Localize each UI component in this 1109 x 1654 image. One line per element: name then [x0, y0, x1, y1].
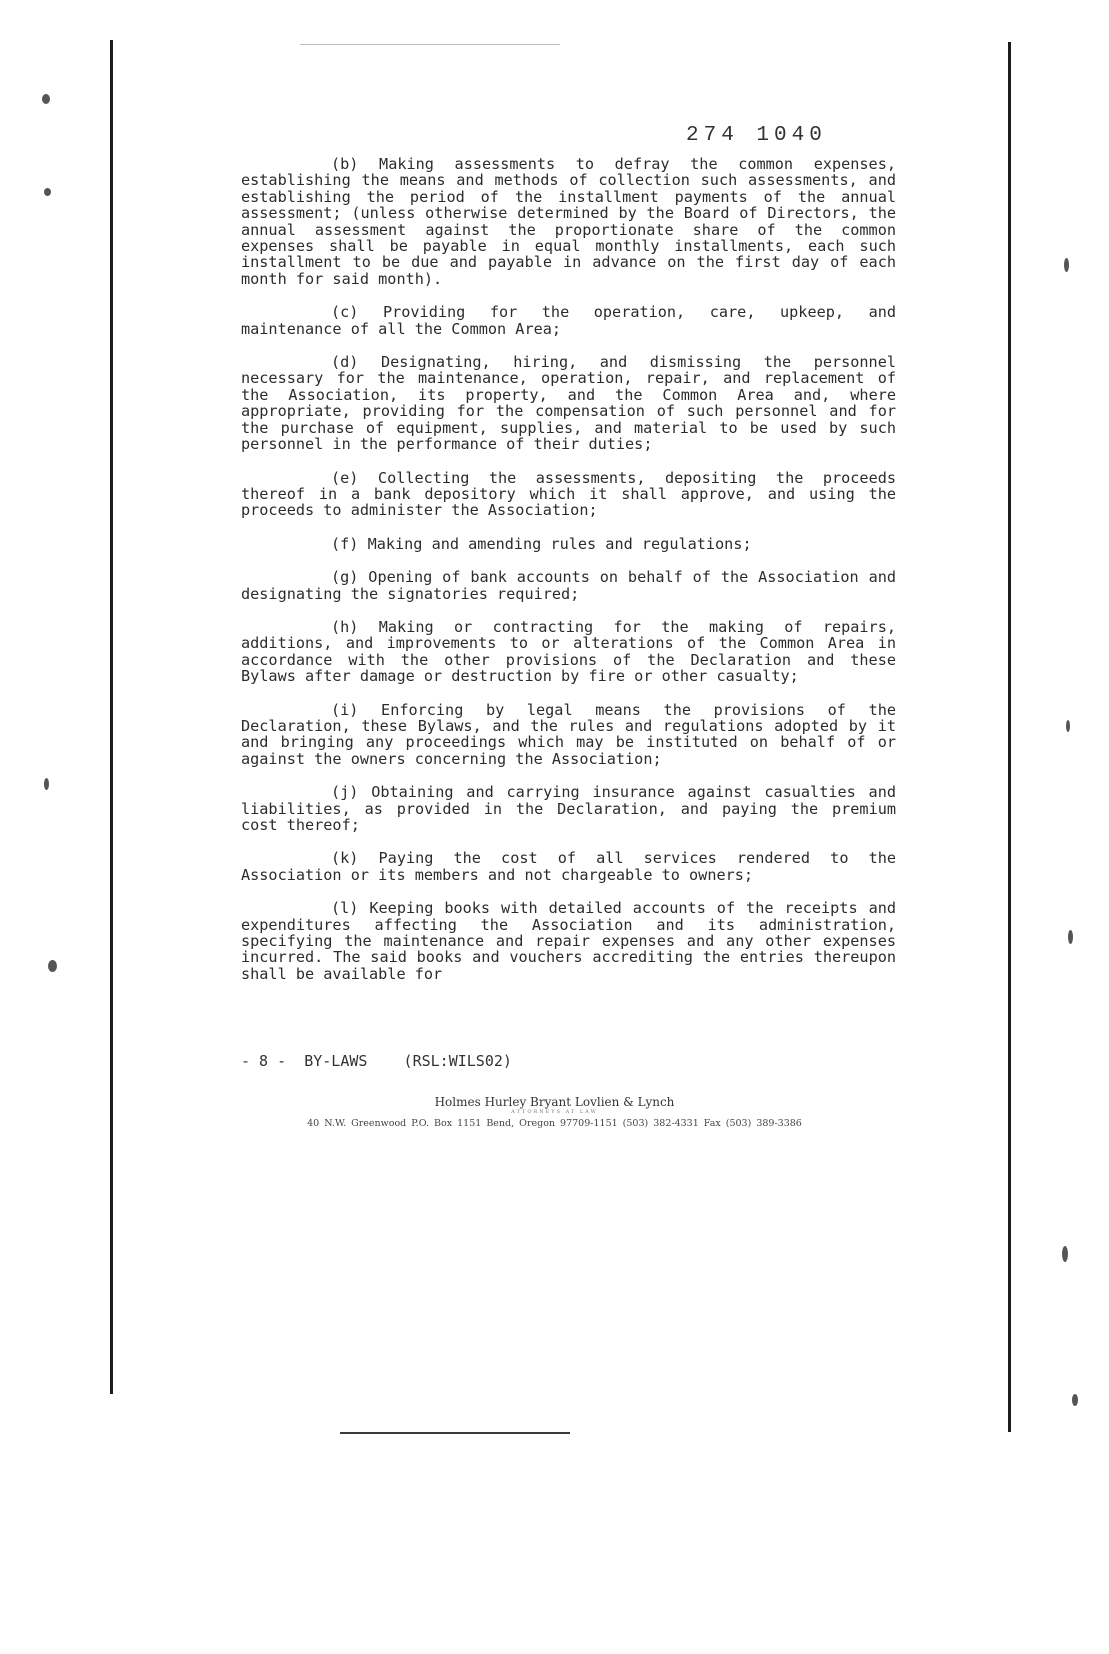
paragraph-g: (g) Opening of bank accounts on behalf of the Association and designating the signatories required;	[241, 568, 896, 603]
record-number: 274 1040	[686, 124, 827, 147]
paragraph-e: (e) Collecting the assessments, depositing the proceeds thereof in a bank depository which it shall approve, and using the proceeds to administer the Association;	[241, 468, 896, 520]
scan-speck	[42, 94, 50, 104]
scan-speck	[44, 188, 51, 196]
paragraph-c: (c) Providing for the operation, care, upkeep, and maintenance of all the Common Area;	[241, 303, 896, 338]
firm-address: 40 N.W. Greenwood P.O. Box 1151 Bend, Oregon 97709-1151 (503) 382-4331 Fax (503) 389-3386	[307, 1118, 802, 1129]
scan-speck	[1066, 720, 1070, 732]
scan-speck	[1062, 1246, 1068, 1262]
paragraph-f: (f) Making and amending rules and regulations;	[331, 534, 752, 553]
paragraph-h: (h) Making or contracting for the making of repairs, additions, and improvements to or alterations of the Common Area in accordance with the other provisions of the Declaration and these Bylaws after damage or destruction by fire or other casualty;	[241, 617, 896, 686]
left-margin-line	[110, 40, 113, 1394]
firm-subtitle: ATTORNEYS AT LAW	[511, 1109, 598, 1115]
paragraph-k: (k) Paying the cost of all services rendered to the Association or its members and not chargeable to owners;	[241, 849, 896, 884]
top-edge-line	[300, 44, 560, 45]
bylaws-body	[241, 156, 896, 982]
paragraph-b: (b) Making assessments to defray the common expenses, establishing the means and methods of collection such assessments, and establishing the period of the installment payments of the annual assessment; (unless otherwise determined by the Board of Directors, the annual assessment against the proportionate share of the common expenses shall be payable in equal monthly installments, each such installment to be due and payable in advance on the first day of each month for said month).	[241, 155, 896, 288]
scan-speck	[44, 778, 49, 790]
bottom-edge-line	[340, 1432, 570, 1434]
right-margin-line	[1008, 42, 1011, 1432]
scan-speck	[1072, 1394, 1078, 1406]
paragraph-d: (d) Designating, hiring, and dismissing the personnel necessary for the maintenance, operation, repair, and replacement of the Association, its property, and the Common Area and, where appropriate, providing for the compensation of such personnel and for the purchase of equipment, supplies, and material to be used by such personnel in the performance of their duties;	[241, 353, 896, 454]
page-footer: - 8 - BY-LAWS (RSL:WILS02)	[241, 1052, 512, 1070]
paragraph-i: (i) Enforcing by legal means the provisions of the Declaration, these Bylaws, and the rules and regulations adopted by it and bringing any proceedings which may be instituted on behalf of or against the owners concerning the Association;	[241, 700, 896, 768]
paragraph-l: (l) Keeping books with detailed accounts of the receipts and expenditures affecting the Association and its administration, specifying the maintenance and repair expenses and any other expenses incurred. The said books and vouchers accrediting the entries thereupon shall be available for	[241, 899, 896, 983]
firm-name: Holmes Hurley Bryant Lovlien & Lynch	[434, 1095, 675, 1109]
scan-speck	[1068, 930, 1073, 944]
paragraph-j: (j) Obtaining and carrying insurance against casualties and liabilities, as provided in the Declaration, and paying the premium cost thereof;	[241, 783, 896, 834]
scan-speck	[48, 960, 57, 972]
scan-speck	[1064, 258, 1069, 272]
